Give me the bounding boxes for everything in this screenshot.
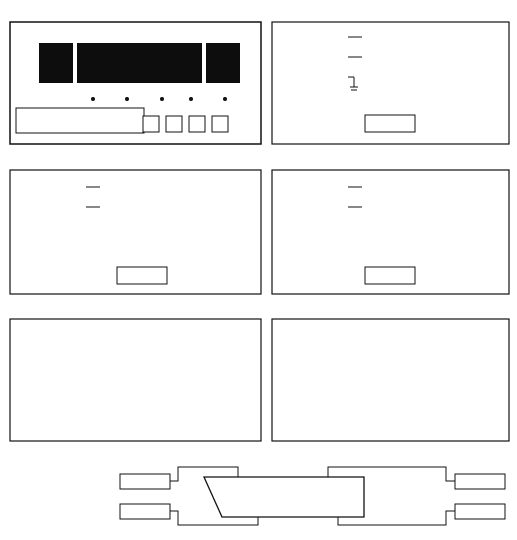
am-button[interactable] (143, 116, 159, 132)
unit-display (206, 43, 240, 83)
up-button[interactable] (189, 116, 205, 132)
hhi-led (223, 97, 227, 101)
down-button[interactable] (212, 116, 228, 132)
connector-diagram (118, 455, 508, 537)
shift-button[interactable] (166, 116, 182, 132)
fig5-diagram (9, 318, 262, 442)
am-led (125, 97, 129, 101)
fig6-diagram (271, 318, 510, 442)
front-panel (9, 21, 262, 145)
fig2-diagram (271, 21, 510, 145)
db15-shell (204, 477, 364, 517)
pv-led (91, 97, 95, 101)
fig3-diagram (9, 169, 262, 295)
main-display (77, 43, 202, 83)
bl-led (160, 97, 164, 101)
channel-display (39, 43, 73, 83)
hi-led (189, 97, 193, 101)
fig4-diagram (271, 169, 510, 295)
